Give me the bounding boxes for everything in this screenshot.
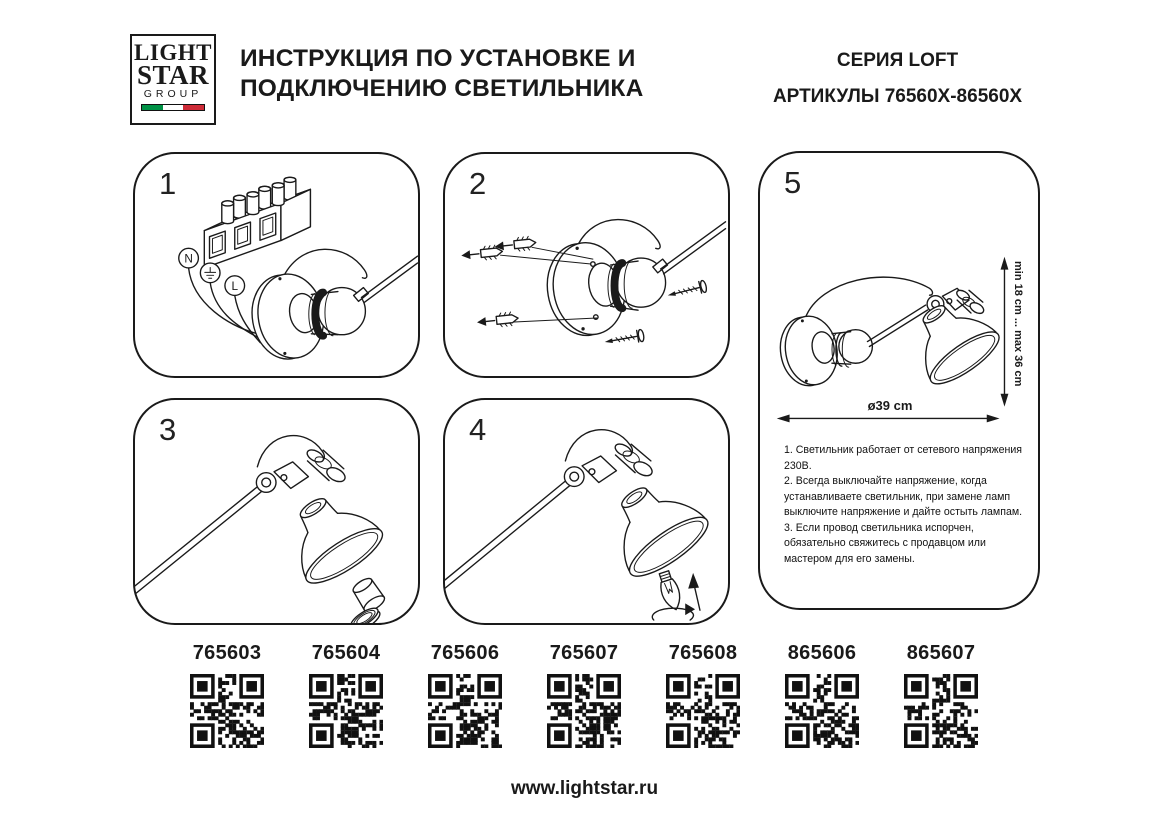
product-article: 865606 [787,642,857,664]
product-article: 765608 [668,642,738,664]
product-item [896,642,986,753]
lamp-shade-icon [272,479,389,592]
products-row [182,642,986,753]
flag-white [163,105,184,110]
flag-green [142,105,163,110]
step-number: 1 [159,166,177,201]
step-5-panel [758,151,1040,610]
title-line2: ПОДКЛЮЧЕНИЮ СВЕТИЛЬНИКА [240,74,644,102]
qr-code-icon [785,674,859,748]
qr-code-icon [547,674,621,748]
wiring-diagram-illustration [135,154,418,376]
step-number: 5 [784,165,802,200]
product-item [301,642,391,753]
width-dimension-label: ø39 cm [867,398,913,413]
wall-mount-icon [540,220,725,342]
qr-code-icon [190,674,264,748]
title-line1: ИНСТРУКЦИЯ ПО УСТАНОВКЕ И [240,45,636,72]
height-dimension-label: min 18 cm ... max 36 cm [1012,261,1024,387]
qr-code-icon [904,674,978,748]
warning-item: 2. Всегда выключайте напряжение, когда устанавливаете светильник, при замене ламп выключите напряжение и дайте остыть лампам. [784,475,1023,519]
step-number: 4 [469,412,487,447]
lamp-arm-icon [445,430,654,589]
product-article: 865607 [906,642,976,664]
product-article: 765604 [311,642,381,664]
step-number: 3 [159,412,177,447]
shade-assembly-illustration [135,400,418,623]
wall-mount-icon [775,277,932,390]
socket-sleeve-icon [350,575,387,614]
mounting-diagram-illustration [445,154,728,376]
qr-code-icon [666,674,740,748]
logo-line3: GROUP [143,88,203,100]
step-2-panel [443,152,730,378]
wire-label-line [225,276,245,296]
articles-range: АРТИКУЛЫ 76560X-86560X [772,86,1023,107]
screw-icon [604,329,645,348]
wire-label-earth-icon [200,263,220,283]
product-item [420,642,510,753]
page-title [240,44,643,103]
wires-icon [189,268,262,343]
wire-label-n-text: N [184,252,193,266]
safety-warnings [784,443,1024,568]
warning-item: 1. Светильник работает от сетевого напряжения 230В. [784,444,1023,472]
qr-code-icon [309,674,383,748]
wire-label-neutral [179,248,199,268]
insert-arrow-icon [688,573,700,610]
step-4-panel [443,398,730,625]
product-article: 765606 [430,642,500,664]
screw-icon [666,280,707,301]
wall-mount-icon [246,249,418,364]
product-item [777,642,867,753]
product-article: 765607 [549,642,619,664]
logo-line1: LIGHT [134,40,212,65]
wall-anchor-icon [476,311,518,329]
series-block [760,50,1035,108]
logo-line2: STAR [136,60,210,90]
qr-code-icon [428,674,502,748]
product-article: 765603 [192,642,262,664]
width-dimension-line [777,415,1000,423]
bulb-installation-illustration [445,400,728,623]
step-1-panel [133,152,420,378]
product-item [182,642,272,753]
product-item [658,642,748,753]
step-3-panel [133,398,420,625]
series-name: СЕРИЯ LOFT [836,50,959,71]
lightstar-logo [130,34,216,125]
lamp-shade-icon [593,466,716,586]
step-number: 2 [469,166,487,201]
italian-flag-icon [141,104,205,111]
light-bulb-icon [656,570,684,613]
warning-item: 3. Если провод светильника испорчен, обязательно свяжитесь с продавцом или мастером для его замены. [784,521,986,565]
terminal-block-icon [204,177,310,268]
product-item [539,642,629,753]
flag-red [183,105,204,110]
website-url: www.lightstar.ru [510,778,659,799]
height-dimension-line [1001,257,1009,407]
wire-label-l-text: L [231,280,239,294]
